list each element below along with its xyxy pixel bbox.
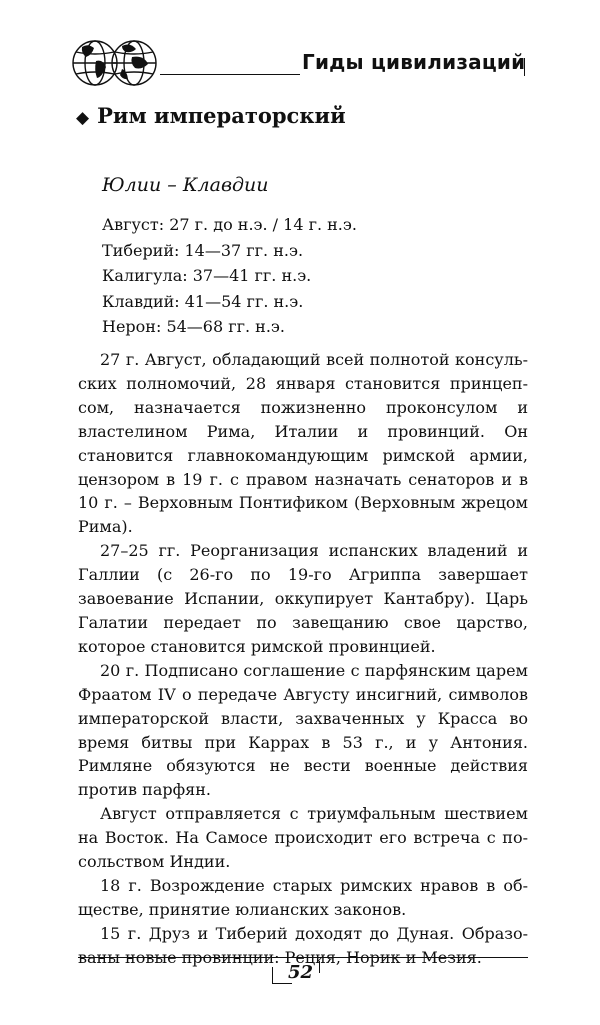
ruler-line: Тиберий: 14—37 гг. н.э. <box>102 240 304 260</box>
paragraph: 15 г. Друз и Тиберий доходят до Дуная. Образованы новые провинции: Реция, Норик и Мезия. <box>78 923 528 967</box>
page-number: 52 <box>288 962 314 983</box>
diamond-icon: ◆ <box>76 108 90 128</box>
paragraph: 27–25 гг. Реорганизация испанских владений и Галлии (с 26-го по 19-го Агриппа завершает завоевание Испании, оккупирует Кантабру). Царь Галатии передает по завещанию свое царство, которое становится римской провинцией. <box>78 541 528 656</box>
running-title: Гиды цивилизаций <box>302 50 526 74</box>
paragraph: 20 г. Подписано соглашение с парфянским царем Фраатом IV о передаче Августу инсигний, символов императорской власти, захваченных у Красса во время битвы при Каррах в 53 г., и у Антония. Римляне обязуются не вести военные действия против парфян. <box>78 660 528 800</box>
ruler-line: Нерон: 54—68 гг. н.э. <box>102 317 285 336</box>
dynasty-title: Юлии – Клавдии <box>102 174 269 196</box>
page-number-frame <box>272 961 324 985</box>
section-heading <box>76 103 346 128</box>
body-text <box>78 348 528 970</box>
paragraph: Август отправляется с триумфальным шествием на Восток. На Самосе происходит его встреча с посольством Индии. <box>78 804 528 872</box>
paragraph: 18 г. Возрождение старых римских нравов в обществе, принятие юлианских законов. <box>78 875 528 919</box>
section-title: Рим императорский <box>97 103 346 128</box>
rulers-list <box>102 212 357 340</box>
ruler-line: Клавдий: 41—54 гг. н.э. <box>102 291 304 311</box>
paragraph: 27 г. Август, обладающий всей полнотой консульских полномочий, 28 января становится принцепсом, назначается пожизненно проконсулом и властелином Рима, Италии и провинций. Он становится главнокомандующим римской армии, цензором в 19 г. с правом назначать сенаторов и в 10 г. – Верховным Понтификом (Верховным жрецом Рима). <box>78 350 528 537</box>
footer-rule <box>78 957 528 958</box>
ruler-line: Калигула: 37—41 гг. н.э. <box>102 266 312 285</box>
ruler-line: Август: 27 г. до н.э. / 14 г. н.э. <box>102 215 357 234</box>
title-corner-mark <box>524 58 525 76</box>
globes-icon <box>72 37 158 89</box>
header-rule <box>160 74 300 75</box>
